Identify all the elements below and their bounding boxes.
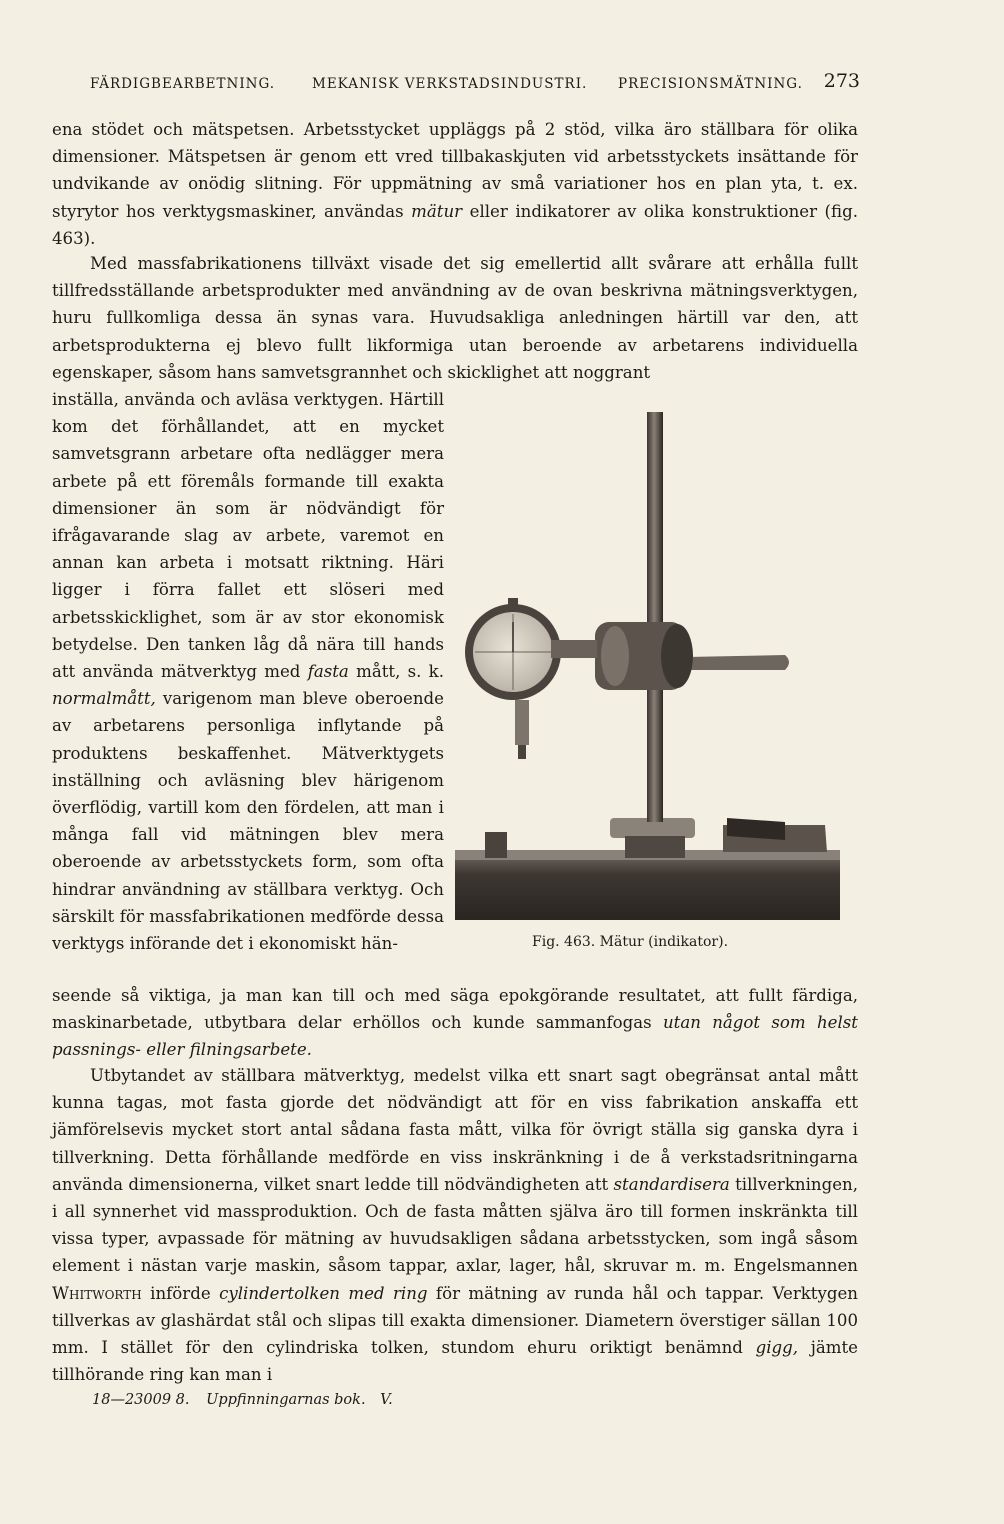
figure-463 <box>455 400 845 928</box>
paragraph-2-full-width <box>52 250 858 386</box>
indicator-stem <box>515 700 529 745</box>
para3-name-whitworth: Whitworth <box>52 1283 142 1303</box>
para3-italic-standardisera: standardisera <box>613 1174 730 1194</box>
para3-text-c: införde <box>141 1283 220 1303</box>
page-footer <box>92 1392 492 1408</box>
paragraph-2-narrow-column <box>52 386 444 957</box>
para2-italic-fasta: fasta <box>307 662 349 682</box>
header-right: PRECISIONSMÄTNING. <box>618 76 803 92</box>
para2-narrow-b: mått, s. k. <box>348 662 445 682</box>
para3-italic-cylindertolken: cylindertolken med ring <box>219 1283 428 1303</box>
para3-text-d: för mätning av runda hål och tappar. Verktygen tillverkas av glashärdat stål och slipas till exakta dimensioner. Diametern överstiger sällan 100 mm. I stället för den cylindriska tolken, stundom ehuru oriktigt benämnd <box>52 1283 858 1358</box>
para1-text-b: eller indikatorer av olika konstruktioner (fig. 463). <box>52 201 858 248</box>
page-number: 273 <box>823 70 860 92</box>
dial-indicator-stand-illustration <box>455 400 845 928</box>
header-left: FÄRDIGBEARBETNING. <box>90 76 276 92</box>
figure-caption: Fig. 463. Mätur (indikator). <box>532 934 729 950</box>
para2-narrow-a: inställa, använda och avläsa verktygen. Härtill kom det förhållandet, att en mycket samvetsgrann arbetare ofta nedlägger mera arbete på ett föremåls formande till exakta dimensioner än som är nödvändigt för ifrågavarande slag av arbete, varemot en annan kan arbeta i motsatt riktning. Häri ligger i förra fallet ett slöseri med arbetsskicklighet, som är av stor ekonomisk betydelse. Den tanken låg då nära till hands att använda mätverktyg med <box>52 390 444 682</box>
footer-code: 18—23009 8. <box>92 1392 190 1408</box>
para1-italic: mätur <box>411 201 463 221</box>
para3-italic-gigg: gigg, <box>755 1338 799 1358</box>
header-middle: MEKANISK VERKSTADSINDUSTRI. <box>312 76 588 92</box>
para2-text-full: Med massfabrikationens tillväxt visade det sig emellertid allt svårare att erhålla fullt tillfredsställande arbetsprodukter med användning av de ovan beskrivna mätningsverktygen, huru fullkomliga dessa än synas vara. Huvudsakliga anledningen härtill var den, att arbetsprodukterna ej blevo fullt likformiga utan beroende av arbetarens individuella egenskaper, såsom hans samvetsgrannhet och skicklighet att noggrant <box>52 254 858 382</box>
paragraph-2-continued <box>52 982 858 1064</box>
para2-narrow-c: varigenom man bleve oberoende av arbetarens personliga inflytande på produktens beskaffenhet. Mätverktygets inställning och avläsning blev härigenom överflödig, vartill kom den fördelen, att man i många fall vid mätningen blev mera oberoende av arbetsstyckets form, som ofta hindrar användning av ställbara verktyg. Och särskilt för massfabrikationen medförde dessa verktygs införande det i ekonomiskt hän- <box>52 689 444 954</box>
stand-base <box>455 855 840 920</box>
para3-text-e: jämte tillhörande ring kan man i <box>52 1338 858 1385</box>
para2-wide-a: seende så viktiga, ja man kan till och med säga epokgörande resultatet, att fullt färdiga, maskinarbetade, utbytbara delar erhöllos och kunde sammanfogas <box>52 986 858 1033</box>
para1-text-a: ena stödet och mätspetsen. Arbetsstycket uppläggs på 2 stöd, vilka äro ställbara för olika dimensioner. Mätspetsen är genom ett vred tillbakaskjuten vid arbetsstyckets insättande för undvikande av onödig slitning. För uppmätning av små variationer hos en plan yta, t. ex. styrytor hos verktygsmaskiner, användas <box>52 120 858 221</box>
paragraph-1 <box>52 116 858 252</box>
para2-italic-normalmatt: normalmått, <box>52 689 156 709</box>
para3-text-b: tillverkningen, i all synnerhet vid massproduktion. Och de fasta måtten själva äro till formen inskränkta till vissa typer, avpassade för mätning av huvudsakligen sådana arbetsstycken, som ingå såsom element i nästan varje maskin, såsom tappar, axlar, lager, hål, skruvar m. m. Engelsmannen <box>52 1174 858 1276</box>
paragraph-3 <box>52 1062 858 1388</box>
vertical-rod <box>647 412 663 822</box>
running-header <box>90 68 860 98</box>
para2-italic-passnings: utan något som helst passnings- eller filningsarbete. <box>52 1013 858 1060</box>
footer-book-title: Uppfinningarnas bok. <box>206 1392 366 1408</box>
para3-text-a: Utbytandet av ställbara mätverktyg, medelst vilka ett snart sagt obegränsat antal mått kunna tagas, mot fasta gjorde det nödvändigt att för en viss fabrikation anskaffa ett jämförelsevis mycket stort antal sådana fasta mått, vilka för övrigt ställa sig ganska dyra i tillverkning. Detta förhållande medförde en viss inskränkning i de å verkstadsritningarna använda dimensionerna, vilket snart ledde till nödvändigheten att <box>52 1066 858 1194</box>
footer-volume: V. <box>380 1392 393 1408</box>
